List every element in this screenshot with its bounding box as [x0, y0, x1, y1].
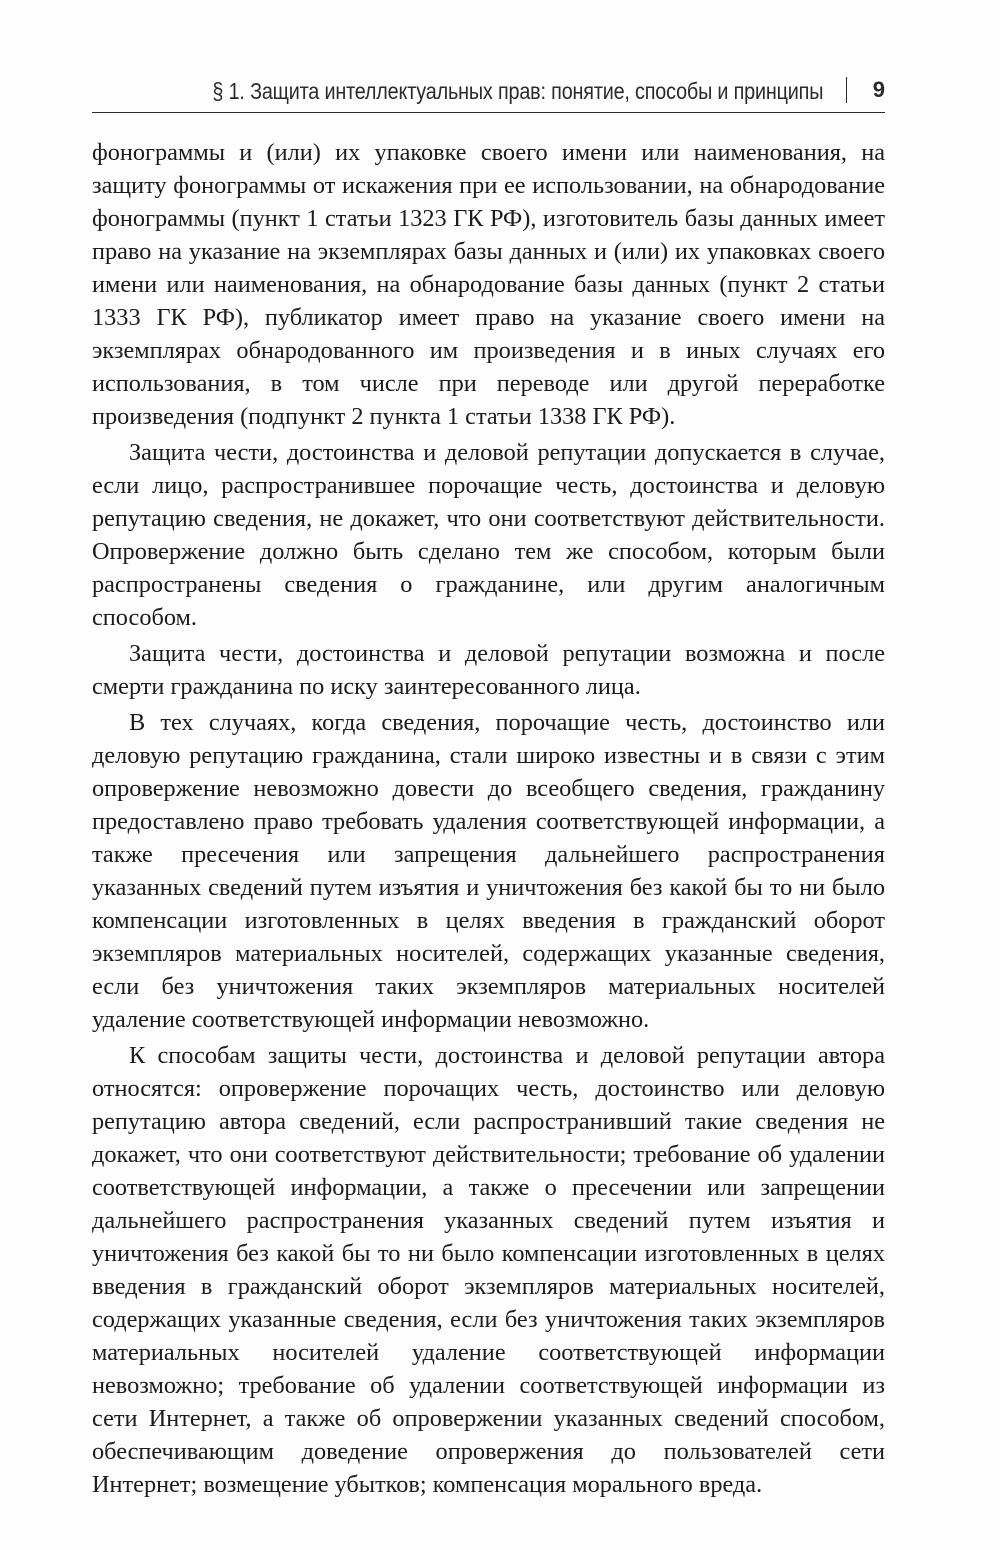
- body-text: [92, 136, 885, 1504]
- paragraph: В тех случаях, когда сведения, порочащие честь, достоинство или деловую репутацию гражданина, стали широко известны и в связи с этим опровержение невозможно довести до всеобщего сведения, гражданину предоставлено право требовать удаления соответствующей информации, а также пресечения или запрещения дальнейшего распространения указанных сведений путем изъятия и уничтожения без какой бы то ни было компенсации изготовленных в целях введения в гражданский оборот экземпляров материальных носителей, содержащих указанные сведения, если без уничтожения таких экземпляров материальных носителей удаление соответствующей информации невозможно.: [92, 709, 885, 1033]
- paragraph-continuation: фонограммы и (или) их упаковке своего имени или наименования, на защиту фонограммы от искажения при ее использовании, на обнародование фонограммы (пункт 1 статьи 1323 ГК РФ), изготовитель базы данных имеет право на указание на экземплярах базы данных и (или) их упаковках своего имени или наименования, на обнародование базы данных (пункт 2 статьи 1333 ГК РФ), публикатор имеет право на указание своего имени на экземплярах обнародованного им произведения и в иных случаях его использования, в том числе при переводе или другой переработке произведения (подпункт 2 пункта 1 статьи 1338 ГК РФ).: [92, 139, 885, 430]
- paragraph: К способам защиты чести, достоинства и деловой репутации автора относятся: опровержение порочащих честь, достоинство или деловую репутацию автора сведений, если распространивший такие сведения не докажет, что они соответствуют действительности; требование об удалении соответствующей информации, а также о пресечении или запрещении дальнейшего распространения указанных сведений путем изъятия и уничтожения без какой бы то ни было компенсации изготовленных в целях введения в гражданский оборот экземпляров материальных носителей, содержащих указанные сведения, если без уничтожения таких экземпляров материальных носителей удаление соответствующей информации невозможно; требование об удалении соответствующей информации из сети Интернет, а также об опровержении указанных сведений способом, обеспечивающим доведение опровержения до пользователей сети Интернет; возмещение убытков; компенсация морального вреда.: [92, 1042, 885, 1498]
- paragraph: Защита чести, достоинства и деловой репутации возможна и после смерти гражданина по иску заинтересованного лица.: [92, 640, 885, 700]
- paragraph: Защита чести, достоинства и деловой репутации допускается в случае, если лицо, распространившее порочащие честь, достоинства и деловую репутацию сведения, не докажет, что они соответствуют действительности. Опровержение должно быть сделано тем же способом, которым были распространены сведения о гражданине, или другим аналогичным способом.: [92, 439, 885, 631]
- running-head: [92, 68, 885, 113]
- page-number: 9: [872, 77, 885, 102]
- header-divider: [846, 77, 848, 103]
- running-title: § 1. Защита интеллектуальных прав: понятие, способы и принципы: [212, 78, 823, 104]
